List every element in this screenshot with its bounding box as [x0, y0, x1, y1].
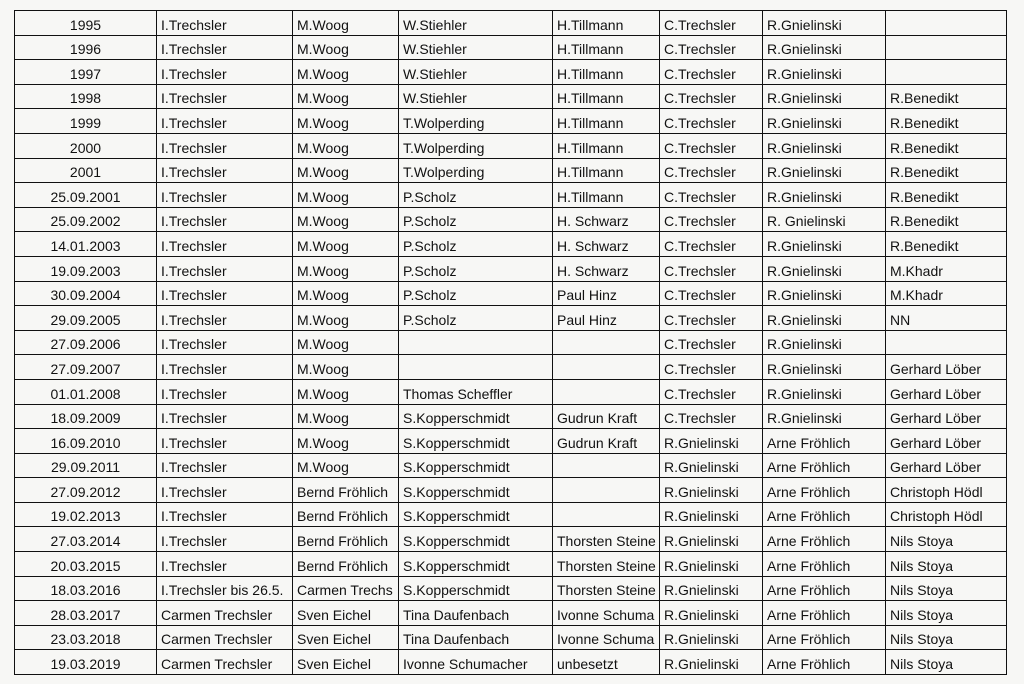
- col-1-cell: I.Trechsler: [157, 404, 293, 429]
- col-7-cell: Nils Stoya: [886, 650, 1007, 675]
- col-6-cell: R.Gnielinski: [763, 35, 886, 60]
- col-2-cell: M.Woog: [293, 60, 399, 85]
- col-4-cell: [553, 379, 660, 404]
- col-4-cell: H.Tillmann: [553, 109, 660, 134]
- date-cell: 2000: [15, 133, 157, 158]
- col-3-cell: Thomas Scheffler: [399, 379, 553, 404]
- table-row: [15, 133, 1007, 158]
- col-5-cell: C.Trechsler: [660, 379, 763, 404]
- col-2-cell: M.Woog: [293, 330, 399, 355]
- col-4-cell: H.Tillmann: [553, 35, 660, 60]
- col-6-cell: R.Gnielinski: [763, 133, 886, 158]
- col-6-cell: Arne Fröhlich: [763, 502, 886, 527]
- col-3-cell: P.Scholz: [399, 232, 553, 257]
- col-4-cell: H.Tillmann: [553, 133, 660, 158]
- col-2-cell: M.Woog: [293, 256, 399, 281]
- table-row: [15, 281, 1007, 306]
- col-6-cell: R.Gnielinski: [763, 60, 886, 85]
- col-5-cell: R.Gnielinski: [660, 625, 763, 650]
- col-3-cell: Tina Daufenbach: [399, 625, 553, 650]
- col-6-cell: R.Gnielinski: [763, 232, 886, 257]
- col-7-cell: R.Benedikt: [886, 84, 1007, 109]
- table-row: [15, 35, 1007, 60]
- col-5-cell: C.Trechsler: [660, 133, 763, 158]
- col-3-cell: S.Kopperschmidt: [399, 576, 553, 601]
- date-cell: 1996: [15, 35, 157, 60]
- col-1-cell: I.Trechsler: [157, 355, 293, 380]
- table-row: [15, 552, 1007, 577]
- col-4-cell: H.Tillmann: [553, 183, 660, 208]
- col-4-cell: Paul Hinz: [553, 281, 660, 306]
- col-4-cell: H. Schwarz: [553, 256, 660, 281]
- col-3-cell: T.Wolperding: [399, 133, 553, 158]
- col-3-cell: S.Kopperschmidt: [399, 453, 553, 478]
- col-7-cell: [886, 11, 1007, 36]
- col-2-cell: M.Woog: [293, 183, 399, 208]
- col-7-cell: Christoph Hödl: [886, 502, 1007, 527]
- date-cell: 25.09.2001: [15, 183, 157, 208]
- col-1-cell: I.Trechsler: [157, 109, 293, 134]
- col-2-cell: M.Woog: [293, 281, 399, 306]
- date-cell: 27.09.2006: [15, 330, 157, 355]
- col-3-cell: W.Stiehler: [399, 60, 553, 85]
- col-7-cell: Gerhard Löber: [886, 379, 1007, 404]
- col-1-cell: I.Trechsler: [157, 330, 293, 355]
- date-cell: 25.09.2002: [15, 207, 157, 232]
- col-1-cell: I.Trechsler: [157, 133, 293, 158]
- col-3-cell: P.Scholz: [399, 256, 553, 281]
- col-3-cell: [399, 355, 553, 380]
- col-7-cell: Nils Stoya: [886, 625, 1007, 650]
- col-1-cell: I.Trechsler: [157, 281, 293, 306]
- table-row: [15, 232, 1007, 257]
- col-5-cell: R.Gnielinski: [660, 650, 763, 675]
- date-cell: 18.03.2016: [15, 576, 157, 601]
- col-3-cell: W.Stiehler: [399, 35, 553, 60]
- col-1-cell: I.Trechsler: [157, 453, 293, 478]
- col-6-cell: R.Gnielinski: [763, 355, 886, 380]
- col-2-cell: M.Woog: [293, 11, 399, 36]
- col-7-cell: Nils Stoya: [886, 601, 1007, 626]
- date-cell: 29.09.2005: [15, 306, 157, 331]
- date-cell: 30.09.2004: [15, 281, 157, 306]
- col-7-cell: R.Benedikt: [886, 109, 1007, 134]
- col-3-cell: P.Scholz: [399, 281, 553, 306]
- col-6-cell: R.Gnielinski: [763, 109, 886, 134]
- col-1-cell: Carmen Trechsler: [157, 601, 293, 626]
- col-1-cell: I.Trechsler: [157, 232, 293, 257]
- date-cell: 1999: [15, 109, 157, 134]
- col-3-cell: P.Scholz: [399, 183, 553, 208]
- col-1-cell: I.Trechsler: [157, 183, 293, 208]
- col-1-cell: I.Trechsler: [157, 256, 293, 281]
- col-7-cell: [886, 60, 1007, 85]
- date-cell: 29.09.2011: [15, 453, 157, 478]
- col-7-cell: Gerhard Löber: [886, 453, 1007, 478]
- col-7-cell: [886, 35, 1007, 60]
- col-2-cell: Bernd Fröhlich: [293, 502, 399, 527]
- col-6-cell: Arne Fröhlich: [763, 453, 886, 478]
- col-7-cell: Christoph Hödl: [886, 478, 1007, 503]
- table-row: [15, 625, 1007, 650]
- col-5-cell: C.Trechsler: [660, 158, 763, 183]
- col-4-cell: [553, 502, 660, 527]
- date-cell: 19.09.2003: [15, 256, 157, 281]
- col-7-cell: Nils Stoya: [886, 527, 1007, 552]
- col-1-cell: I.Trechsler: [157, 158, 293, 183]
- col-2-cell: Sven Eichel: [293, 601, 399, 626]
- col-6-cell: R.Gnielinski: [763, 404, 886, 429]
- table-row: [15, 158, 1007, 183]
- col-4-cell: Gudrun Kraft: [553, 429, 660, 454]
- col-7-cell: [886, 330, 1007, 355]
- col-4-cell: [553, 453, 660, 478]
- col-7-cell: M.Khadr: [886, 256, 1007, 281]
- col-5-cell: C.Trechsler: [660, 183, 763, 208]
- col-2-cell: M.Woog: [293, 355, 399, 380]
- officers-table: [14, 10, 1007, 675]
- col-7-cell: R.Benedikt: [886, 183, 1007, 208]
- col-5-cell: R.Gnielinski: [660, 502, 763, 527]
- col-7-cell: Gerhard Löber: [886, 404, 1007, 429]
- col-2-cell: M.Woog: [293, 379, 399, 404]
- col-3-cell: W.Stiehler: [399, 11, 553, 36]
- col-4-cell: H.Tillmann: [553, 11, 660, 36]
- col-5-cell: C.Trechsler: [660, 355, 763, 380]
- date-cell: 1995: [15, 11, 157, 36]
- date-cell: 27.09.2007: [15, 355, 157, 380]
- col-2-cell: M.Woog: [293, 133, 399, 158]
- table-row: [15, 330, 1007, 355]
- table-row: [15, 306, 1007, 331]
- col-6-cell: Arne Fröhlich: [763, 527, 886, 552]
- date-cell: 27.03.2014: [15, 527, 157, 552]
- col-4-cell: Paul Hinz: [553, 306, 660, 331]
- col-4-cell: H.Tillmann: [553, 158, 660, 183]
- col-1-cell: I.Trechsler: [157, 379, 293, 404]
- col-5-cell: C.Trechsler: [660, 330, 763, 355]
- date-cell: 1997: [15, 60, 157, 85]
- col-1-cell: I.Trechsler: [157, 552, 293, 577]
- date-cell: 1998: [15, 84, 157, 109]
- col-5-cell: C.Trechsler: [660, 256, 763, 281]
- col-3-cell: S.Kopperschmidt: [399, 404, 553, 429]
- col-6-cell: Arne Fröhlich: [763, 625, 886, 650]
- col-2-cell: M.Woog: [293, 35, 399, 60]
- col-2-cell: M.Woog: [293, 207, 399, 232]
- col-4-cell: unbesetzt: [553, 650, 660, 675]
- col-4-cell: H.Tillmann: [553, 60, 660, 85]
- col-1-cell: I.Trechsler: [157, 60, 293, 85]
- col-6-cell: R.Gnielinski: [763, 306, 886, 331]
- date-cell: 19.03.2019: [15, 650, 157, 675]
- col-6-cell: Arne Fröhlich: [763, 429, 886, 454]
- col-5-cell: C.Trechsler: [660, 207, 763, 232]
- col-4-cell: [553, 330, 660, 355]
- col-4-cell: Gudrun Kraft: [553, 404, 660, 429]
- col-1-cell: I.Trechsler: [157, 207, 293, 232]
- col-2-cell: Sven Eichel: [293, 650, 399, 675]
- col-2-cell: M.Woog: [293, 453, 399, 478]
- col-5-cell: R.Gnielinski: [660, 429, 763, 454]
- col-5-cell: R.Gnielinski: [660, 453, 763, 478]
- date-cell: 2001: [15, 158, 157, 183]
- table-row: [15, 601, 1007, 626]
- col-4-cell: Ivonne Schuma: [553, 625, 660, 650]
- col-7-cell: R.Benedikt: [886, 207, 1007, 232]
- col-1-cell: I.Trechsler: [157, 11, 293, 36]
- col-6-cell: R.Gnielinski: [763, 256, 886, 281]
- date-cell: 28.03.2017: [15, 601, 157, 626]
- col-4-cell: Thorsten Steine: [553, 576, 660, 601]
- col-5-cell: C.Trechsler: [660, 60, 763, 85]
- date-cell: 27.09.2012: [15, 478, 157, 503]
- col-5-cell: R.Gnielinski: [660, 576, 763, 601]
- col-1-cell: Carmen Trechsler: [157, 650, 293, 675]
- col-1-cell: I.Trechsler: [157, 429, 293, 454]
- table-row: [15, 429, 1007, 454]
- col-2-cell: M.Woog: [293, 232, 399, 257]
- col-3-cell: S.Kopperschmidt: [399, 527, 553, 552]
- table-row: [15, 84, 1007, 109]
- col-6-cell: Arne Fröhlich: [763, 601, 886, 626]
- col-7-cell: NN: [886, 306, 1007, 331]
- col-3-cell: S.Kopperschmidt: [399, 429, 553, 454]
- col-6-cell: Arne Fröhlich: [763, 552, 886, 577]
- table-row: [15, 453, 1007, 478]
- col-1-cell: Carmen Trechsler: [157, 625, 293, 650]
- col-6-cell: R.Gnielinski: [763, 183, 886, 208]
- col-1-cell: I.Trechsler: [157, 35, 293, 60]
- col-5-cell: R.Gnielinski: [660, 601, 763, 626]
- col-4-cell: H. Schwarz: [553, 232, 660, 257]
- col-2-cell: Bernd Fröhlich: [293, 527, 399, 552]
- col-3-cell: S.Kopperschmidt: [399, 552, 553, 577]
- col-4-cell: Ivonne Schuma: [553, 601, 660, 626]
- col-3-cell: Ivonne Schumacher: [399, 650, 553, 675]
- table-row: [15, 404, 1007, 429]
- col-5-cell: C.Trechsler: [660, 109, 763, 134]
- col-2-cell: Bernd Fröhlich: [293, 478, 399, 503]
- col-7-cell: R.Benedikt: [886, 232, 1007, 257]
- col-1-cell: I.Trechsler: [157, 527, 293, 552]
- date-cell: 20.03.2015: [15, 552, 157, 577]
- table-row: [15, 576, 1007, 601]
- col-6-cell: R.Gnielinski: [763, 11, 886, 36]
- col-3-cell: W.Stiehler: [399, 84, 553, 109]
- table-row: [15, 60, 1007, 85]
- col-3-cell: P.Scholz: [399, 207, 553, 232]
- table-row: [15, 207, 1007, 232]
- col-2-cell: M.Woog: [293, 109, 399, 134]
- col-3-cell: Tina Daufenbach: [399, 601, 553, 626]
- col-5-cell: R.Gnielinski: [660, 478, 763, 503]
- table-row: [15, 256, 1007, 281]
- col-6-cell: Arne Fröhlich: [763, 650, 886, 675]
- col-5-cell: C.Trechsler: [660, 281, 763, 306]
- col-1-cell: I.Trechsler: [157, 478, 293, 503]
- col-2-cell: Bernd Fröhlich: [293, 552, 399, 577]
- col-6-cell: R. Gnielinski: [763, 207, 886, 232]
- col-2-cell: Carmen Trechs: [293, 576, 399, 601]
- table-row: [15, 379, 1007, 404]
- col-1-cell: I.Trechsler: [157, 306, 293, 331]
- col-6-cell: R.Gnielinski: [763, 158, 886, 183]
- col-5-cell: C.Trechsler: [660, 35, 763, 60]
- col-4-cell: H.Tillmann: [553, 84, 660, 109]
- col-5-cell: C.Trechsler: [660, 404, 763, 429]
- col-6-cell: R.Gnielinski: [763, 330, 886, 355]
- col-5-cell: C.Trechsler: [660, 232, 763, 257]
- col-7-cell: R.Benedikt: [886, 133, 1007, 158]
- col-1-cell: I.Trechsler bis 26.5.: [157, 576, 293, 601]
- table-row: [15, 527, 1007, 552]
- col-7-cell: Nils Stoya: [886, 552, 1007, 577]
- date-cell: 23.03.2018: [15, 625, 157, 650]
- col-5-cell: R.Gnielinski: [660, 552, 763, 577]
- col-2-cell: M.Woog: [293, 306, 399, 331]
- date-cell: 16.09.2010: [15, 429, 157, 454]
- date-cell: 18.09.2009: [15, 404, 157, 429]
- col-3-cell: T.Wolperding: [399, 158, 553, 183]
- col-4-cell: Thorsten Steine: [553, 552, 660, 577]
- col-7-cell: M.Khadr: [886, 281, 1007, 306]
- col-3-cell: S.Kopperschmidt: [399, 478, 553, 503]
- date-cell: 14.01.2003: [15, 232, 157, 257]
- col-3-cell: P.Scholz: [399, 306, 553, 331]
- table-row: [15, 478, 1007, 503]
- table-body: [15, 11, 1007, 675]
- col-1-cell: I.Trechsler: [157, 502, 293, 527]
- col-5-cell: C.Trechsler: [660, 11, 763, 36]
- table-row: [15, 109, 1007, 134]
- col-4-cell: Thorsten Steine: [553, 527, 660, 552]
- col-2-cell: Sven Eichel: [293, 625, 399, 650]
- date-cell: 19.02.2013: [15, 502, 157, 527]
- col-3-cell: [399, 330, 553, 355]
- col-4-cell: H. Schwarz: [553, 207, 660, 232]
- col-3-cell: T.Wolperding: [399, 109, 553, 134]
- col-2-cell: M.Woog: [293, 404, 399, 429]
- col-6-cell: Arne Fröhlich: [763, 478, 886, 503]
- table-row: [15, 183, 1007, 208]
- col-4-cell: [553, 355, 660, 380]
- col-7-cell: Nils Stoya: [886, 576, 1007, 601]
- table-row: [15, 355, 1007, 380]
- col-7-cell: Gerhard Löber: [886, 429, 1007, 454]
- col-6-cell: R.Gnielinski: [763, 84, 886, 109]
- table-row: [15, 502, 1007, 527]
- col-5-cell: C.Trechsler: [660, 306, 763, 331]
- table-row: [15, 11, 1007, 36]
- date-cell: 01.01.2008: [15, 379, 157, 404]
- col-6-cell: Arne Fröhlich: [763, 576, 886, 601]
- col-1-cell: I.Trechsler: [157, 84, 293, 109]
- col-4-cell: [553, 478, 660, 503]
- col-3-cell: S.Kopperschmidt: [399, 502, 553, 527]
- col-7-cell: Gerhard Löber: [886, 355, 1007, 380]
- col-2-cell: M.Woog: [293, 84, 399, 109]
- col-6-cell: R.Gnielinski: [763, 379, 886, 404]
- scanned-table-sheet: [14, 10, 1006, 675]
- table-row: [15, 650, 1007, 675]
- col-2-cell: M.Woog: [293, 429, 399, 454]
- col-5-cell: C.Trechsler: [660, 84, 763, 109]
- col-2-cell: M.Woog: [293, 158, 399, 183]
- col-5-cell: R.Gnielinski: [660, 527, 763, 552]
- col-6-cell: R.Gnielinski: [763, 281, 886, 306]
- col-7-cell: R.Benedikt: [886, 158, 1007, 183]
